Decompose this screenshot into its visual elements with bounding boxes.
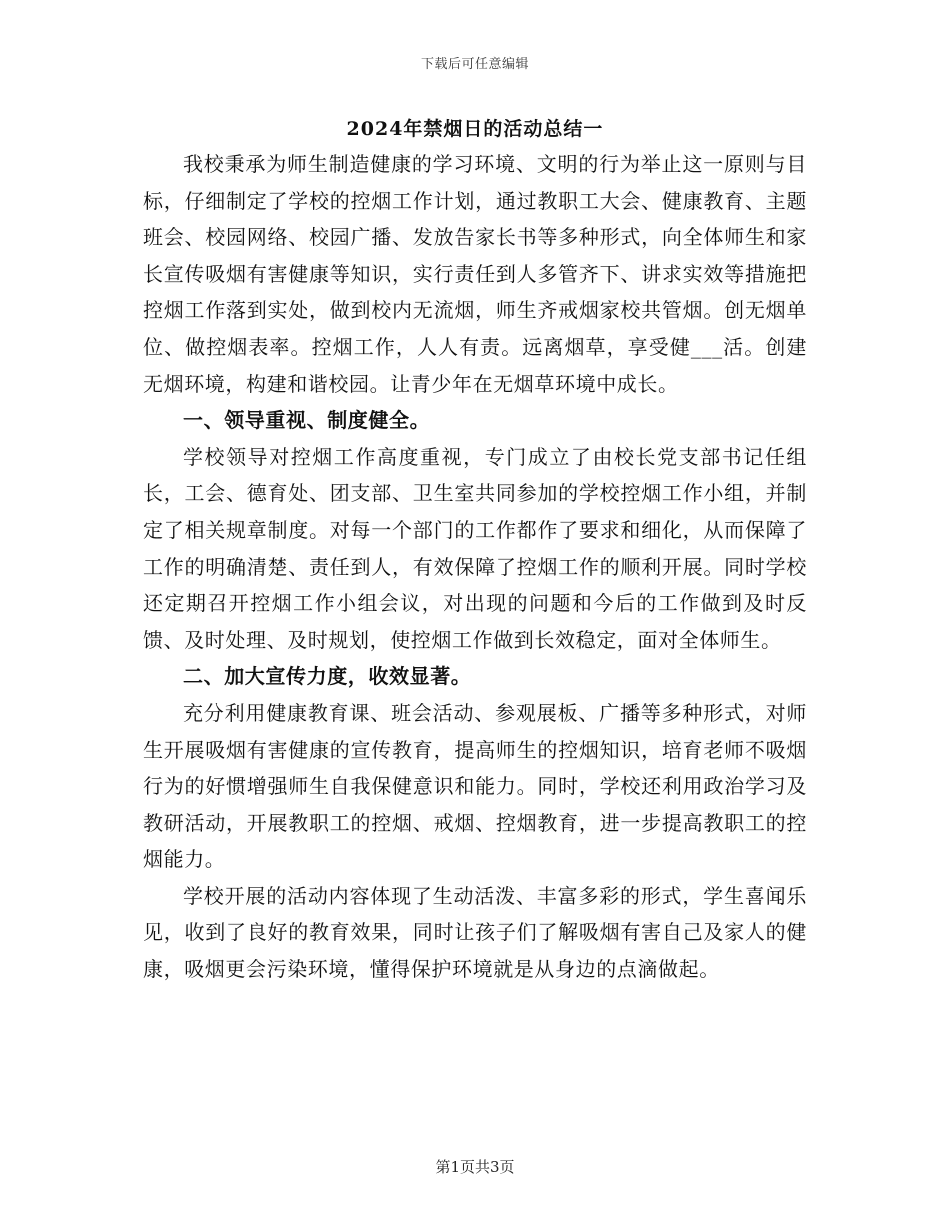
page-indicator: 第1页共3页 [435, 1158, 515, 1176]
section-2-paragraph-2: 学校开展的活动内容体现了生动活泼、丰富多彩的形式，学生喜闻乐见，收到了良好的教育效果，同时让孩子们了解吸烟有害自己及家人的健康，吸烟更会污染环境，懂得保护环境就是从身边的点滴做起。 [143, 883, 807, 982]
section-heading-2: 二、加大宣传力度，收效显著。 [183, 664, 472, 689]
section-2-paragraph-1: 充分利用健康教育课、班会活动、参观展板、广播等多种形式，对师生开展吸烟有害健康的宣传教育，提高师生的控烟知识，培育老师不吸烟行为的好惯增强师生自我保健意识和能力。同时，学校还利用政治学习及教研活动，开展教职工的控烟、戒烟、控烟教育，进一步提高教职工的控烟能力。 [143, 700, 807, 872]
section-1-paragraph: 学校领导对控烟工作高度重视，专门成立了由校长党支部书记任组长，工会、德育处、团支部、卫生室共同参加的学校控烟工作小组，并制定了相关规章制度。对每一个部门的工作都作了要求和细化，从而保障了工作的明确清楚、责任到人，有效保障了控烟工作的顺利开展。同时学校还定期召开控烟工作小组会议，对出现的问题和今后的工作做到及时反馈、及时处理、及时规划，使控烟工作做到长效稳定，面对全体师生。 [143, 444, 807, 652]
document-body [143, 146, 807, 988]
intro-paragraph: 我校秉承为师生制造健康的学习环境、文明的行为举止这一原则与目标，仔细制定了学校的控烟工作计划，通过教职工大会、健康教育、主题班会、校园网络、校园广播、发放告家长书等多种形式，向全体师生和家长宣传吸烟有害健康等知识，实行责任到人多管齐下、讲求实效等措施把控烟工作落到实处，做到校内无流烟，师生齐戒烟家校共管烟。创无烟单位、做控烟表率。控烟工作，人人有责。远离烟草，享受健___活。创建无烟环境，构建和谐校园。让青少年在无烟草环境中成长。 [143, 152, 807, 396]
section-heading-1: 一、领导重视、制度健全。 [183, 408, 431, 433]
document-title: 2024年禁烟日的活动总结一 [346, 118, 604, 140]
header-note: 下载后可任意编辑 [420, 57, 529, 72]
